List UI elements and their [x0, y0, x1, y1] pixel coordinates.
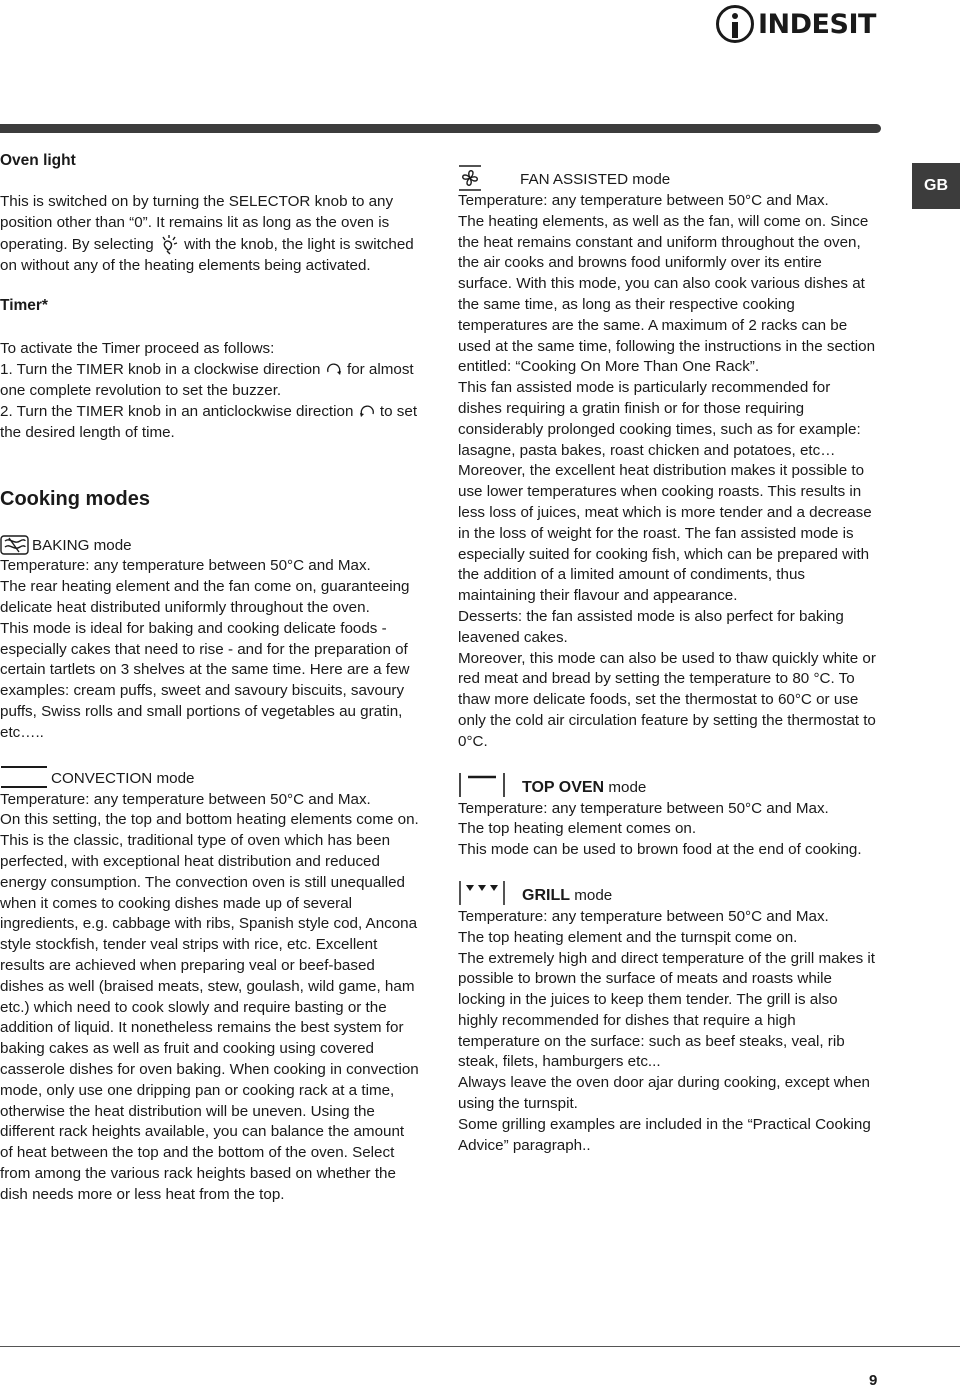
grill-text-1: The top heating element and the turnspit come on. — [458, 928, 798, 946]
top-oven-icon — [458, 771, 506, 799]
anticlockwise-arrow-icon — [358, 404, 376, 420]
fan-assisted-text-2: This fan assisted mode is particularly recommended for dishes requiring a gratin finish or for those requiring considerably prolonged cooking times, such as for example: lasagne, pasta bakes, roast chicken and potatoes, etc… Moreover, the excellent heat distribution makes it possible to use lower temperatures when cooking roasts. This results in less loss of juices, meat which is more tender and a decrease in the loss of weight for the roast. The fan assisted mode is especially suited for cooking fish, which can be prepared with the addition of a limited amount of condiments, thus maintaining their flavour and appearance. — [458, 379, 872, 605]
clockwise-arrow-icon — [325, 362, 343, 378]
fan-assisted-mode-header: FAN ASSISTED mode — [458, 165, 878, 191]
right-column — [458, 165, 878, 1156]
timer-step-2: 2. Turn the TIMER knob in an anticlockwise direction to set the desired length of time. — [0, 402, 418, 441]
grill-label: GRILL — [522, 887, 570, 905]
lamp-icon — [158, 234, 180, 256]
baking-mode-icon — [0, 534, 30, 556]
grill-icon — [458, 879, 506, 907]
indesit-logo-icon — [716, 5, 754, 43]
grill-text-2: The extremely high and direct temperature of the grill makes it possible to brown the surface of meats and roasts while locking in the juices to keep them tender. The grill is also highly recommended for dishes that require a high temperature on the surface: such as beef steaks, veal, rib steak, filets, hamburgers etc... — [458, 949, 876, 1071]
top-oven-mode-header: TOP OVEN mode — [458, 771, 878, 799]
timer-heading: Timer* — [0, 297, 48, 315]
convection-text: On this setting, the top and bottom heating elements come on. This is the classic, traditional type of oven which has been perfected, with exceptional heat distribution and reduced energy consumption. The convection oven is still unequalled when it comes to cooking dishes made up of several ingredients, e.g. cabbage with ribs, Spanish style cod, Ancona style stockfish, tender veal strips with rice, etc. Excellent results are achieved when preparing veal or beef-based dishes as well (braised meats, stew, goulash, wild game, ham etc.) which need to cook slowly and require basting or the addition of liquid. It nonetheless remains the best system for baking cakes as well as fruit and cooking using covered casserole dishes for oven baking. When cooking in convection mode, only use one dripping pan or cooking rack at a time, otherwise the heat distribution will be uneven. Using the different rack heights available, you can balance the amount of heat between the top and the bottom of the oven. Select from among the various rack heights based on whether the dish needs more or less heat from the top. — [0, 811, 419, 1203]
top-oven-temp: Temperature: any temperature between 50°C and Max. — [458, 799, 829, 817]
footer-rule — [0, 1346, 960, 1347]
brand-name: INDESIT — [758, 8, 876, 40]
cooking-modes-heading: Cooking modes — [0, 488, 151, 511]
fan-assisted-text-3: Desserts: the fan assisted mode is also perfect for baking leavened cakes. — [458, 607, 844, 646]
oven-light-heading: Oven light — [0, 152, 76, 169]
brand-logo — [716, 2, 876, 46]
header-rule — [0, 124, 881, 133]
convection-mode-header: CONVECTION mode — [0, 764, 420, 790]
fan-icon — [458, 165, 482, 191]
grill-text-4: Some grilling examples are included in the “Practical Cooking Advice” paragraph.. — [458, 1115, 871, 1154]
fan-assisted-text-4: Moreover, this mode can also be used to thaw quickly white or red meat and bread by setting the temperature to 80 °C. To thaw more delicate foods, set the thermostat to 60°C or use only the cold air circulation feature by setting the thermostat to 0°C. — [458, 649, 876, 750]
language-tab: GB — [912, 163, 960, 209]
grill-mode-header: GRILL mode — [458, 879, 878, 907]
page-number: 9 — [869, 1372, 878, 1389]
grill-temp: Temperature: any temperature between 50°C and Max. — [458, 907, 829, 925]
timer-step-1: 1. Turn the TIMER knob in a clockwise direction for almost one complete revolution to set the buzzer. — [0, 361, 414, 399]
convection-mode-icon — [0, 764, 48, 790]
grill-text-3: Always leave the oven door ajar during cooking, except when using the turnspit. — [458, 1074, 870, 1113]
fan-assisted-temp: Temperature: any temperature between 50°C and Max. — [458, 192, 829, 209]
baking-text-1: The rear heating element and the fan come on, guaranteeing delicate heat distributed uniformly throughout the oven. — [0, 578, 410, 616]
top-oven-text-1: The top heating element comes on. — [458, 820, 697, 838]
top-oven-text-2: This mode can be used to brown food at the end of cooking. — [458, 841, 862, 859]
baking-temp: Temperature: any temperature between 50°C and Max. — [0, 557, 371, 575]
left-column — [0, 150, 420, 1205]
timer-intro: To activate the Timer proceed as follows: — [0, 340, 275, 358]
baking-text-2: This mode is ideal for baking and cooking delicate foods - especially cakes that need to rise - and for the preparation of certain tartlets on 3 shelves at the same time. Here are a few examples: cream puffs, sweet and savoury biscuits, savoury puffs, Swiss rolls and small portions of vegetables au gratin, etc….. — [0, 619, 410, 741]
top-oven-label: TOP OVEN — [522, 778, 605, 796]
oven-light-text: This is switched on by turning the SELECTOR knob to any position other than “0”. It remains lit as long as the oven is operating. By selecting with the knob, the light is switched on without any of the heating elements being activated. — [0, 193, 414, 274]
baking-mode-header: BAKING mode — [0, 534, 420, 556]
convection-temp: Temperature: any temperature between 50°C and Max. — [0, 790, 371, 808]
fan-assisted-text-1: The heating elements, as well as the fan, will come on. Since the heat remains constant and uniform throughout the oven, the air cooks and browns food uniformly over its entire surface. With this mode, you can also cook various dishes at the same time, as long as their respective cooking temperatures are the same. A maximum of 2 racks can be used at the same time, following the instructions in the section entitled: “Cooking On More Than One Rack”. — [458, 212, 876, 376]
